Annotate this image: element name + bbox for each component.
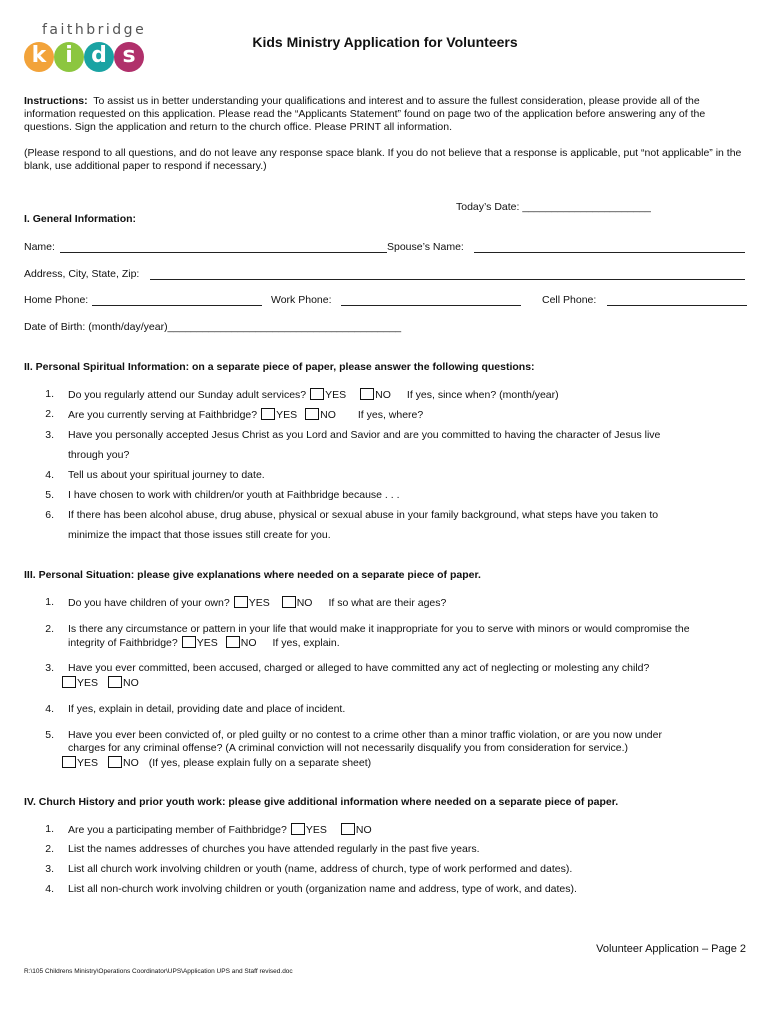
home-phone-label: Home Phone: — [24, 294, 89, 306]
q2-3-number: 3. — [45, 429, 54, 441]
work-phone-label: Work Phone: — [271, 294, 332, 306]
q3-2-yes-label: YES — [196, 637, 218, 649]
instructions-text: To assist us in better understanding your qualifications and interest and to assure the fullest consideration, please provide all of the information requested on this application. Please read the “Applicants Statement” found on page two of the application before answering any of the questions. Sign the application and return to the church office. Please PRINT all information. — [24, 95, 706, 133]
q4-1-number: 1. — [45, 823, 54, 835]
q2-5-number: 5. — [45, 489, 54, 501]
q4-1-yes-label: YES — [305, 824, 327, 836]
q4-2-number: 2. — [45, 843, 54, 855]
instructions-note: (Please respond to all questions, and do not leave any response space blank. If you do not believe that a response is applicable, put “not applicable” in the blank, use additional paper to respond if necessary.) — [24, 147, 742, 172]
logo-wordmark: faithbridge — [42, 22, 147, 38]
section-4-title: IV. Church History and prior youth work: please give additional information where needed on a separate piece of paper. — [24, 796, 619, 808]
address-label: Address, City, State, Zip: — [24, 268, 140, 280]
q4-2-text: List the names addresses of churches you have attended regularly in the past five years. — [68, 843, 480, 855]
q2-1-follow: If yes, since when? (month/year) — [406, 389, 559, 401]
home-phone-field[interactable] — [92, 305, 262, 306]
q3-1-yes-checkbox[interactable] — [234, 596, 248, 608]
q2-2-no-checkbox[interactable] — [305, 408, 319, 420]
q3-2-line-2 — [68, 636, 340, 649]
q4-1-yes-checkbox[interactable] — [291, 823, 305, 835]
address-field[interactable] — [150, 279, 745, 280]
q3-5-no-checkbox[interactable] — [108, 756, 122, 768]
q2-2-number: 2. — [45, 408, 54, 420]
q2-1-no-checkbox[interactable] — [360, 388, 374, 400]
q2-2-yes-checkbox[interactable] — [261, 408, 275, 420]
q2-2-text: Are you currently serving at Faithbridge? — [68, 409, 258, 421]
q3-1-follow: If so what are their ages? — [328, 597, 447, 609]
q3-2-no-checkbox[interactable] — [226, 636, 240, 648]
instructions-label: Instructions: — [24, 95, 88, 107]
name-field[interactable] — [60, 252, 387, 253]
q2-6-text-2: minimize the impact that those issues still create for you. — [68, 529, 331, 541]
name-label: Name: — [24, 241, 55, 253]
q4-4-number: 4. — [45, 883, 54, 895]
q3-1-no-label: NO — [296, 597, 313, 609]
q2-6-text: If there has been alcohol abuse, drug abuse, physical or sexual abuse in your family background, what steps have you taken to — [68, 509, 659, 521]
instructions — [24, 95, 744, 134]
q3-2-text-2: integrity of Faithbridge? — [68, 637, 178, 649]
q4-1 — [68, 823, 372, 836]
q2-2-follow: If yes, where? — [357, 409, 424, 421]
q3-2-yes-checkbox[interactable] — [182, 636, 196, 648]
q4-3-text: List all church work involving children or youth (name, address of church, type of work performed and dates). — [68, 863, 573, 875]
logo-letter-k: k — [24, 42, 54, 72]
q3-5-text-2: charges for any criminal offense? (A criminal conviction will not necessarily disqualify you from consideration for service.) — [68, 742, 629, 754]
q3-5-number: 5. — [45, 729, 54, 741]
cell-phone-label: Cell Phone: — [542, 294, 597, 306]
logo-letter-d: d — [84, 42, 114, 72]
file-path: R:\105 Childrens Ministry\Operations Coordinator\UPS\Application UPS and Staff revised.doc — [24, 968, 293, 975]
q2-3-text: Have you personally accepted Jesus Christ as you Lord and Savior and are you committed to having the character of Jesus live — [68, 429, 661, 441]
q3-5-no-label: NO — [123, 757, 139, 769]
q3-1-no-checkbox[interactable] — [282, 596, 296, 608]
logo-letter-s: s — [114, 42, 144, 72]
q3-5-follow: (If yes, please explain fully on a separate sheet) — [148, 757, 372, 769]
q2-4-text: Tell us about your spiritual journey to date. — [68, 469, 265, 481]
q3-2-number: 2. — [45, 623, 54, 635]
q2-1-yes-checkbox[interactable] — [310, 388, 324, 400]
q3-1 — [68, 596, 446, 609]
q2-6-number: 6. — [45, 509, 54, 521]
q2-2-no-label: NO — [320, 409, 336, 421]
cell-phone-field[interactable] — [607, 305, 747, 306]
q4-3-number: 3. — [45, 863, 54, 875]
q2-5-text: I have chosen to work with children/or youth at Faithbridge because . . . — [68, 489, 400, 501]
q4-4-text: List all non-church work involving children or youth (organization name and address, type of work, and dates). — [68, 883, 577, 895]
q3-3-options — [58, 676, 139, 689]
q3-3-no-checkbox[interactable] — [108, 676, 122, 688]
q4-1-no-label: NO — [355, 824, 372, 836]
q3-2-follow: If yes, explain. — [272, 637, 340, 649]
dob-field[interactable]: Date of Birth: (month/day/year)________________________________________ — [24, 321, 402, 333]
section-3-title: III. Personal Situation: please give explanations where needed on a separate piece of paper. — [24, 569, 481, 581]
q2-3-text-2: through you? — [68, 449, 130, 461]
q3-5-yes-label: YES — [77, 757, 99, 769]
q3-5-options — [58, 756, 371, 769]
q3-2-no-label: NO — [240, 637, 257, 649]
q3-3-no-label: NO — [123, 677, 139, 689]
page-title: Kids Ministry Application for Volunteers — [252, 34, 518, 50]
spouse-label: Spouse’s Name: — [387, 241, 464, 253]
q3-2-text: Is there any circumstance or pattern in your life that would make it inappropriate for you to serve with minors or would compromise the — [68, 623, 690, 635]
q2-1-text: Do you regularly attend our Sunday adult services? — [68, 389, 307, 401]
q3-3-yes-label: YES — [77, 677, 99, 689]
q4-1-text: Are you a participating member of Faithbridge? — [68, 824, 287, 836]
q3-1-number: 1. — [45, 596, 54, 608]
q2-2-yes-label: YES — [276, 409, 298, 421]
q3-3-text: Have you ever committed, been accused, charged or alleged to have committed any act of neglecting or molesting any child? — [68, 662, 650, 674]
section-2-title: II. Personal Spiritual Information: on a separate piece of paper, please answer the following questions: — [24, 361, 535, 373]
q3-1-yes-label: YES — [248, 597, 270, 609]
q4-1-no-checkbox[interactable] — [341, 823, 355, 835]
q3-4-number: 4. — [45, 703, 54, 715]
q3-1-text: Do you have children of your own? — [68, 597, 230, 609]
q2-4-number: 4. — [45, 469, 54, 481]
q3-5-text: Have you ever been convicted of, or pled guilty or no contest to a crime other than a minor traffic violation, or are you now under — [68, 729, 662, 741]
q2-1 — [68, 388, 559, 401]
work-phone-field[interactable] — [341, 305, 521, 306]
q2-2 — [68, 408, 423, 421]
q2-1-yes-label: YES — [325, 389, 347, 401]
section-1-title: I. General Information: — [24, 213, 137, 225]
q3-3-yes-checkbox[interactable] — [62, 676, 76, 688]
todays-date: Today’s Date: ______________________ — [456, 201, 651, 213]
page-footer: Volunteer Application – Page 2 — [596, 943, 746, 955]
q2-1-no-label: NO — [375, 389, 391, 401]
spouse-field[interactable] — [474, 252, 745, 253]
q3-4-text: If yes, explain in detail, providing date and place of incident. — [68, 703, 346, 715]
q3-3-number: 3. — [45, 662, 54, 674]
q2-1-number: 1. — [45, 388, 54, 400]
q3-5-yes-checkbox[interactable] — [62, 756, 76, 768]
logo-letter-i: i — [54, 42, 84, 72]
